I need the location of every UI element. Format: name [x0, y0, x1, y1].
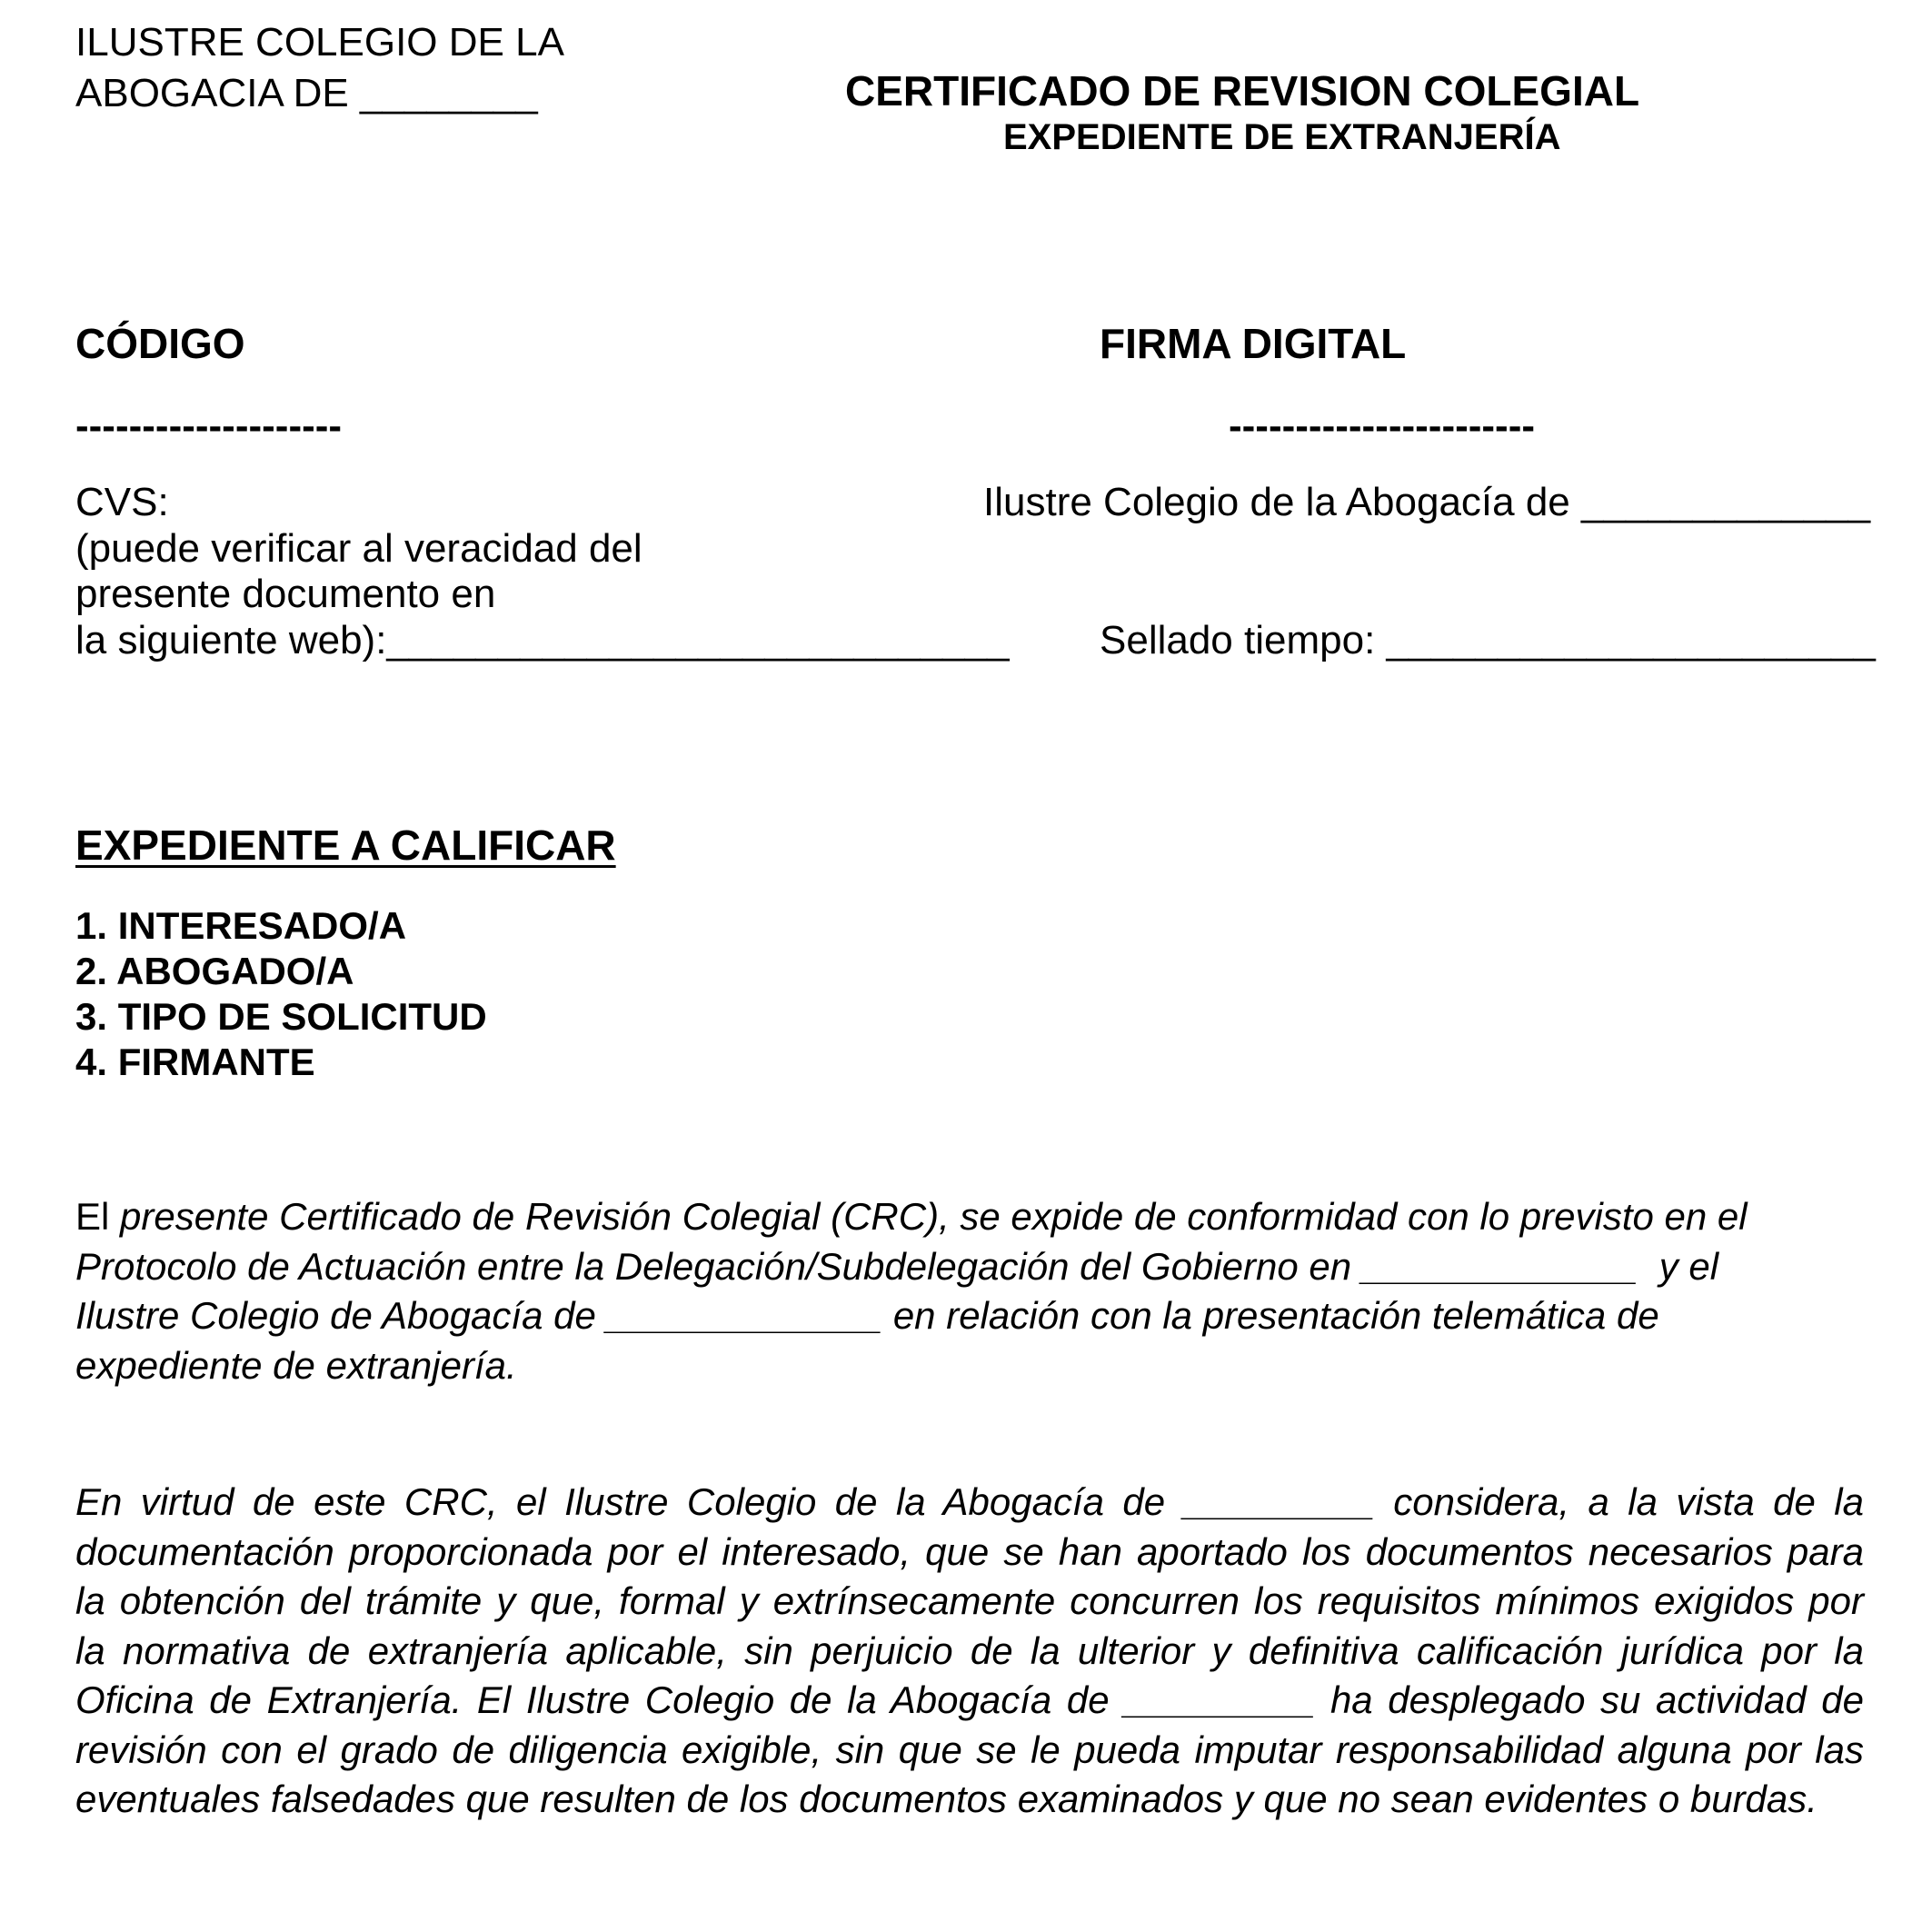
colegio-field: Ilustre Colegio de la Abogacía de _____________: [983, 480, 1871, 524]
list-item: 2. ABOGADO/A: [75, 950, 354, 992]
paragraph-lead: El: [75, 1195, 121, 1238]
list-item: 1. INTERESADO/A: [75, 904, 407, 947]
list-item: 3. TIPO DE SOLICITUD: [75, 995, 487, 1038]
paragraph-crc-scope: [75, 1478, 1864, 1825]
paragraph-line: Oficina de Extranjería. El Ilustre Colegio de la Abogacía de _________ ha desplegado su actividad de: [75, 1678, 1864, 1721]
paragraph-line: expediente de extranjería.: [75, 1343, 517, 1387]
cvs-web-field: la siguiente web):____________________________: [75, 618, 1010, 662]
paragraph-crc-issuance: [75, 1192, 1864, 1390]
paragraph-line: revisión con el grado de diligencia exigible, sin que se le pueda imputar responsabilidad alguna por las: [75, 1728, 1864, 1771]
paragraph-line: la normativa de extranjería aplicable, sin perjuicio de la ulterior y definitiva calificación jurídica por la: [75, 1628, 1864, 1672]
firma-digital-label: FIRMA DIGITAL: [1100, 320, 1407, 367]
paragraph-line: la obtención del trámite y que, formal y extrínsecamente concurren los requisitos mínimos exigidos por: [75, 1579, 1864, 1622]
paragraph-line: documentación proporcionada por el interesado, que se han aportado los documentos necesarios para: [75, 1529, 1864, 1573]
cvs-note-line-2: presente documento en: [75, 572, 496, 616]
institution-line-2: ABOGACIA DE ________: [75, 71, 538, 115]
sellado-tiempo-field: Sellado tiempo: ______________________: [1100, 618, 1876, 662]
cvs-note-line-1: (puede verificar al veracidad del: [75, 526, 642, 571]
expediente-heading: EXPEDIENTE A CALIFICAR: [75, 822, 616, 869]
document-subtitle: EXPEDIENTE DE EXTRANJERÍA: [1003, 117, 1561, 157]
document-title: CERTIFICADO DE REVISION COLEGIAL: [845, 67, 1640, 115]
codigo-label: CÓDIGO: [75, 320, 245, 367]
paragraph-line: Ilustre Colegio de Abogacía de _____________ en relación con la presentación telemática de: [75, 1294, 1659, 1337]
paragraph-line: eventuales falsedades que resulten de los documentos examinados y que no sean evidentes o burdas.: [75, 1778, 1817, 1820]
firma-dashes: -----------------------: [1229, 403, 1536, 448]
paragraph-line: presente Certificado de Revisión Colegial (CRC), se expide de conformidad con lo previsto en el: [120, 1195, 1748, 1238]
paragraph-line: Protocolo de Actuación entre la Delegación/Subdelegación del Gobierno en _____________ y el: [75, 1244, 1719, 1288]
expediente-list: [75, 903, 487, 1085]
paragraph-line: En virtud de este CRC, el Ilustre Colegio de la Abogacía de _________ considera, a la vista de la: [75, 1480, 1864, 1523]
codigo-dashes: --------------------: [75, 403, 343, 448]
cvs-label: CVS:: [75, 480, 169, 524]
institution-line-1: ILUSTRE COLEGIO DE LA: [75, 20, 564, 65]
list-item: 4. FIRMANTE: [75, 1041, 315, 1083]
